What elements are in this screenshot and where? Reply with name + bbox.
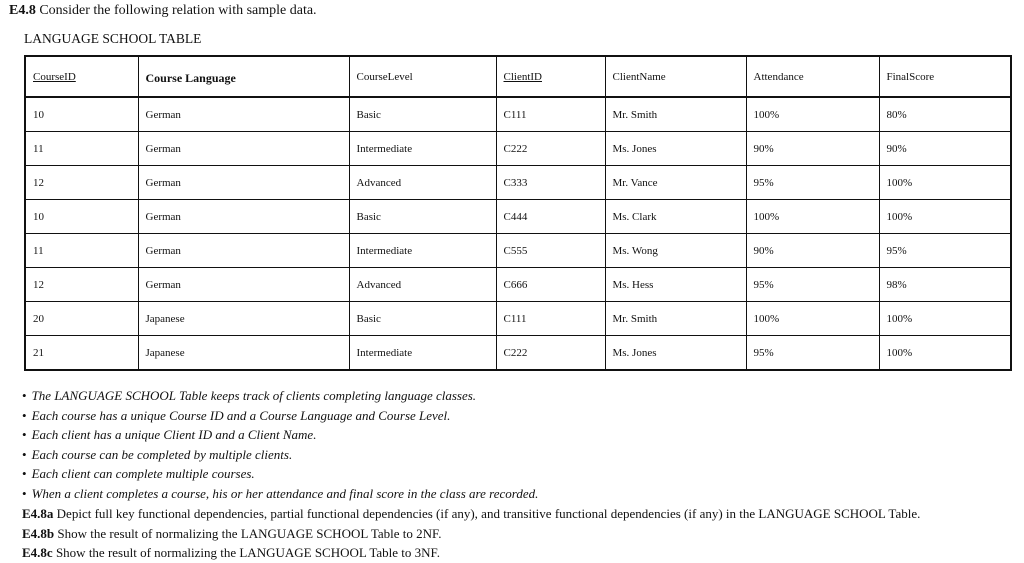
- table-header-row: [25, 56, 1011, 97]
- note-item: • Each course has a unique Course ID and a Course Language and Course Level.: [22, 406, 538, 426]
- cell-course-language: German: [138, 234, 349, 268]
- column-header-course-level: CourseLevel: [349, 56, 496, 97]
- task-text: Show the result of normalizing the LANGUAGE SCHOOL Table to 2NF.: [57, 525, 442, 541]
- note-item: • The LANGUAGE SCHOOL Table keeps track of clients completing language classes.: [22, 386, 538, 406]
- cell-final-score: 80%: [879, 97, 1011, 132]
- cell-course-id: 11: [25, 132, 138, 166]
- cell-client-id: C222: [496, 132, 605, 166]
- tasks-list: [22, 504, 920, 563]
- table-row: [25, 268, 1011, 302]
- cell-course-level: Basic: [349, 97, 496, 132]
- cell-course-level: Advanced: [349, 268, 496, 302]
- cell-attendance: 100%: [746, 302, 879, 336]
- cell-client-id: C111: [496, 97, 605, 132]
- cell-client-id: C222: [496, 336, 605, 371]
- cell-final-score: 100%: [879, 302, 1011, 336]
- cell-client-name: Ms. Jones: [605, 132, 746, 166]
- exercise-heading: [9, 2, 317, 20]
- cell-course-language: Japanese: [138, 302, 349, 336]
- cell-client-name: Ms. Clark: [605, 200, 746, 234]
- cell-attendance: 90%: [746, 132, 879, 166]
- cell-course-language: German: [138, 200, 349, 234]
- notes-list: [22, 386, 538, 503]
- table-row: [25, 234, 1011, 268]
- column-header-course-language: Course Language: [138, 56, 349, 97]
- task-text: Depict full key functional dependencies, partial functional dependencies (if any), and transitive functional dependencies (if any) in the LANGUAGE SCHOOL Table.: [56, 506, 921, 521]
- table-row: [25, 132, 1011, 166]
- cell-attendance: 95%: [746, 166, 879, 200]
- cell-course-id: 11: [25, 234, 138, 268]
- cell-client-name: Ms. Wong: [605, 234, 746, 268]
- cell-course-level: Basic: [349, 302, 496, 336]
- note-item: • When a client completes a course, his or her attendance and final score in the class are recorded.: [22, 484, 538, 504]
- cell-course-language: German: [138, 97, 349, 132]
- cell-final-score: 90%: [879, 132, 1011, 166]
- column-header-final-score: FinalScore: [879, 56, 1011, 97]
- cell-course-id: 20: [25, 302, 138, 336]
- cell-course-id: 10: [25, 97, 138, 132]
- cell-course-language: German: [138, 268, 349, 302]
- cell-course-id: 10: [25, 200, 138, 234]
- cell-final-score: 100%: [879, 336, 1011, 371]
- cell-client-name: Mr. Vance: [605, 166, 746, 200]
- note-item: • Each course can be completed by multiple clients.: [22, 445, 538, 465]
- cell-final-score: 100%: [879, 200, 1011, 234]
- table-row: [25, 336, 1011, 371]
- cell-attendance: 95%: [746, 268, 879, 302]
- task-id: E4.8b: [22, 525, 55, 541]
- table-row: [25, 97, 1011, 132]
- task-item: [22, 504, 920, 524]
- cell-final-score: 98%: [879, 268, 1011, 302]
- cell-course-level: Intermediate: [349, 234, 496, 268]
- cell-client-name: Ms. Hess: [605, 268, 746, 302]
- cell-attendance: 95%: [746, 336, 879, 371]
- cell-client-id: C444: [496, 200, 605, 234]
- cell-final-score: 100%: [879, 166, 1011, 200]
- cell-course-level: Basic: [349, 200, 496, 234]
- cell-course-language: German: [138, 166, 349, 200]
- cell-final-score: 95%: [879, 234, 1011, 268]
- cell-course-language: German: [138, 132, 349, 166]
- cell-attendance: 100%: [746, 200, 879, 234]
- cell-client-name: Ms. Jones: [605, 336, 746, 371]
- cell-course-level: Advanced: [349, 166, 496, 200]
- cell-client-id: C111: [496, 302, 605, 336]
- task-text: Show the result of normalizing the LANGUAGE SCHOOL Table to 3NF.: [55, 545, 440, 560]
- cell-attendance: 90%: [746, 234, 879, 268]
- language-school-table: [24, 55, 1012, 371]
- exercise-text: Consider the following relation with sample data.: [39, 3, 317, 18]
- cell-client-name: Mr. Smith: [605, 302, 746, 336]
- note-item: • Each client can complete multiple courses.: [22, 464, 538, 484]
- cell-course-level: Intermediate: [349, 132, 496, 166]
- column-header-client-name: ClientName: [605, 56, 746, 97]
- task-item: [22, 524, 920, 544]
- cell-course-id: 12: [25, 268, 138, 302]
- table-row: [25, 302, 1011, 336]
- table-title: LANGUAGE SCHOOL TABLE: [24, 31, 202, 46]
- column-header-attendance: Attendance: [746, 56, 879, 97]
- task-id: E4.8c: [22, 545, 53, 560]
- cell-course-level: Intermediate: [349, 336, 496, 371]
- note-item: • Each client has a unique Client ID and a Client Name.: [22, 425, 538, 445]
- task-id: E4.8a: [22, 506, 54, 521]
- cell-client-id: C555: [496, 234, 605, 268]
- column-header-course-id: CourseID: [25, 56, 138, 97]
- cell-client-id: C333: [496, 166, 605, 200]
- cell-course-id: 12: [25, 166, 138, 200]
- exercise-id: E4.8: [9, 3, 36, 18]
- column-header-client-id: ClientID: [496, 56, 605, 97]
- table-row: [25, 200, 1011, 234]
- cell-course-language: Japanese: [138, 336, 349, 371]
- cell-client-name: Mr. Smith: [605, 97, 746, 132]
- cell-attendance: 100%: [746, 97, 879, 132]
- cell-client-id: C666: [496, 268, 605, 302]
- cell-course-id: 21: [25, 336, 138, 371]
- table-row: [25, 166, 1011, 200]
